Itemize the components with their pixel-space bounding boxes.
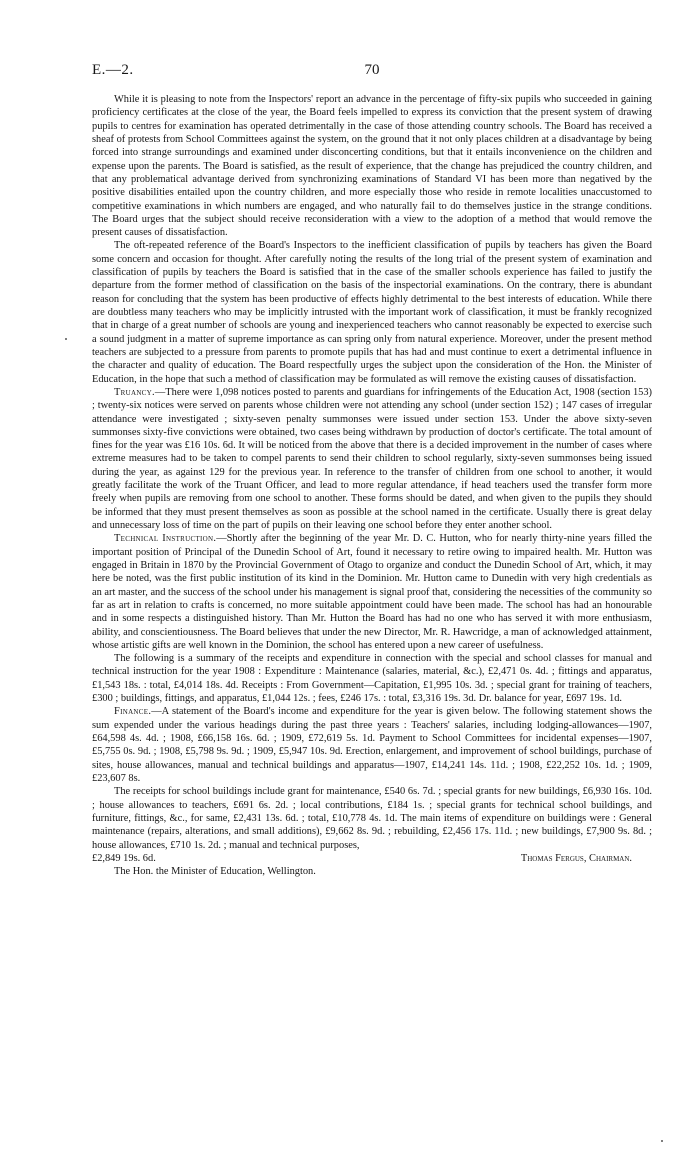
truancy-heading: Truancy. [114, 386, 155, 398]
series-label: E.—2. [92, 62, 134, 78]
paragraph-proficiency-examinations: While it is pleasing to note from the Inspectors' report an advance in the percentage of fifty-six pupils who succeeded in gaining proficiency certificates at the close of the year, the Board feels impelled to express its conviction that the present system of drawing pupils to centres for examination has operated detrimentally in the case of those attending country schools. The Board has received a sheaf of protests from School Committees against the system, on the ground that it not only places children at a disadvantage by being forced into strange surroundings and examined under disconcerting conditions, but that it entails inconvenience on the children and expense upon the parents. The Board is satisfied, as the result of experience, that the change has prejudiced the country children, and that any problematical advantage derived from synchronizing examinations of Standard VI has been more than negatived by the positive disabilities entailed upon the country children, and more especially those who reside in remote localities unaccustomed to competitive examinations in which numbers are engaged, and who naturally fail to do themselves justice in the strange conditions. The Board urges that the subject should receive reconsideration with a view to the adoption of a method that would remove the present causes of dissatisfaction. [92, 94, 652, 239]
paragraph-building-receipts: The receipts for school buildings include grant for maintenance, £540 6s. 7d. ; special grants for new buildings, £6,930 16s. 10d. ; house allowances to teachers, £691 6s. 2d. ; local contributions, £184 1s. ; special grants for technical school buildings, and furniture, fittings, &c., for same, £2,431 13s. 6d. ; total, £10,778 4s. 1d. The main items of expenditure on buildings were : General maintenance (repairs, alterations, and small additions), £9,662 8s. 9d. ; rebuilding, £2,456 17s. 11d. ; new buildings, £7,900 9s. 8d. ; house allowances, £710 1s. 2d. ; manual and technical purposes, [92, 786, 652, 851]
finance-heading: Finance. [114, 706, 152, 718]
paragraph-technical-instruction [92, 532, 652, 652]
technical-instruction-text: —Shortly after the beginning of the year Mr. D. C. Hutton, who for nearly thirty-nine years filled the important position of Principal of the Dunedin School of Art, found it necessary to retire owing to impaired health. Mr. Hutton was engaged in Britain in 1870 by the Provincial Government of Otago to organize and conduct the Dunedin School of Art, which, it may here be noted, was the first public institution of its kind in the Dominion. Mr. Hutton came to Dunedin with very high credentials as an art master, and the success of the school under his management is signal proof that, considering the necessities of the community so far as art in relation to crafts is concerned, no more suitable appointment could have been made. The school has had an honourable and in some respects a distinguished history. Than Mr. Hutton the Board has had no one who has served it with more enthusiasm, ability, and conscientiousness. The Board believes that under the new Director, Mr. R. Hawcridge, a man of acknowledged attainment, whose artistic gifts are well known in the Dominion, the school has entered upon a new career of usefulness. [92, 533, 652, 651]
technical-instruction-heading: Technical Instruction. [114, 533, 217, 545]
closing-line [92, 852, 652, 865]
closing-amount: £2,849 19s. 6d. [92, 852, 156, 864]
truancy-text: —There were 1,098 notices posted to parents and guardians for infringements of the Education Act, 1908 (section 153) ; twenty-six notices were served on parents whose children were not attending any school (under section 152) ; 147 cases of irregular attendance were investigated ; sixty-seven penalty summonses were issued under section 153. Under the above sixty-seven summonses sixty-five convictions were obtained, two cases being withdrawn by production of doctor's certificate. The total amount of fines for the year was £16 10s. 6d. It will be noticed from the above that there is a decided improvement in the number of cases where extreme measures had to be taken to compel parents to send their children to school regularly, sixty-seven summonses being issued during the year, as against 129 for the previous year. In reference to the transfer of children from one school to another, it would greatly facilitate the work of the Truant Officer, and lead to more regular attendance, if head teachers used the transfer form more freely when pupils are removing from one school to another. These forms should be dated, and when given to the pupils they should be informed that they must present themselves as soon as possible at the school named in the certificate. Usually there is great delay and unnecessary loss of time on the part of pupils on their leaving one school before they enter another school. [92, 386, 652, 531]
addressee: The Hon. the Minister of Education, Wellington. [114, 866, 316, 878]
finance-text: —A statement of the Board's income and expenditure for the year is given below. The following statement shows the sum expended under the various headings during the past three years : Teachers' salaries, including lodging-allowances—1907, £64,598 4s. 4d. ; 1908, £66,158 16s. 6d. ; 1909, £72,619 5s. 1d. Payment to School Committees for incidental expenses—1907, £5,755 0s. 9d. ; 1908, £5,798 9s. 9d. ; 1909, £5,947 10s. 9d. Erection, enlargement, and improvement of school buildings, purchase of sites, house allowances, manual and technical buildings and apparatus—1907, £14,241 14s. 11d. ; 1908, £22,252 10s. 1d. ; 1909, £23,607 8s. [92, 706, 652, 784]
page-number: 70 [364, 62, 380, 78]
paragraph-finance [92, 705, 652, 785]
paragraph-manual-technical-summary: The following is a summary of the receipts and expenditure in connection with the special and school classes for manual and technical instruction for the year 1908 : Expenditure : Maintenance (salaries, material, &c.), £2,471 0s. 4d. ; fittings and apparatus, £1,543 18s. : total, £4,014 18s. 4d. Receipts : From Government—Capitation, £1,995 10s. 3d. ; special grant for training of teachers, £300 ; buildings, fittings, and apparatus, £1,044 12s. ; fees, £246 17s. : total, £3,316 19s. 3d. Dr. balance for year, £697 19s. 1d. [92, 653, 652, 705]
paragraph-truancy [92, 386, 652, 532]
paragraph-classification: The oft-repeated reference of the Board's Inspectors to the inefficient classification of pupils by teachers has given the Board some concern and occasion for thought. After carefully noting the results of the long trial of the present system of examination and classification of pupils by teachers the Board is satisfied that in the case of the smaller schools experience has failed to justify the departure from the former method of classification on the basis of the inspectorial examinations. On the contrary, there is abundant reason for concluding that the system has been productive of effects highly detrimental to the best interests of education. While there are doubtless many teachers who may be implicitly intrusted with the important work of classification, it must be frankly recognized that in charge of a great number of schools are young and inexperienced teachers who cannot reasonably be expected to exercise such a sound judgment in a matter of supreme importance as can spring only from natural experience. Moreover, under the present method teachers are subjected to a pressure from parents to promote pupils that has had and must continue to exert a detrimental influence in the character and quality of education. The Board respectfully urges the subject upon the consideration of the Hon. the Minister of Education, in the hope that such a method of classification may be formulated as will remove the existing causes of dissatisfaction. [92, 240, 652, 385]
margin-speck [661, 1140, 663, 1142]
page-header [92, 62, 652, 82]
margin-speck [65, 338, 67, 340]
report-body [92, 93, 652, 878]
signature: Thomas Fergus, Chairman. [520, 852, 632, 864]
